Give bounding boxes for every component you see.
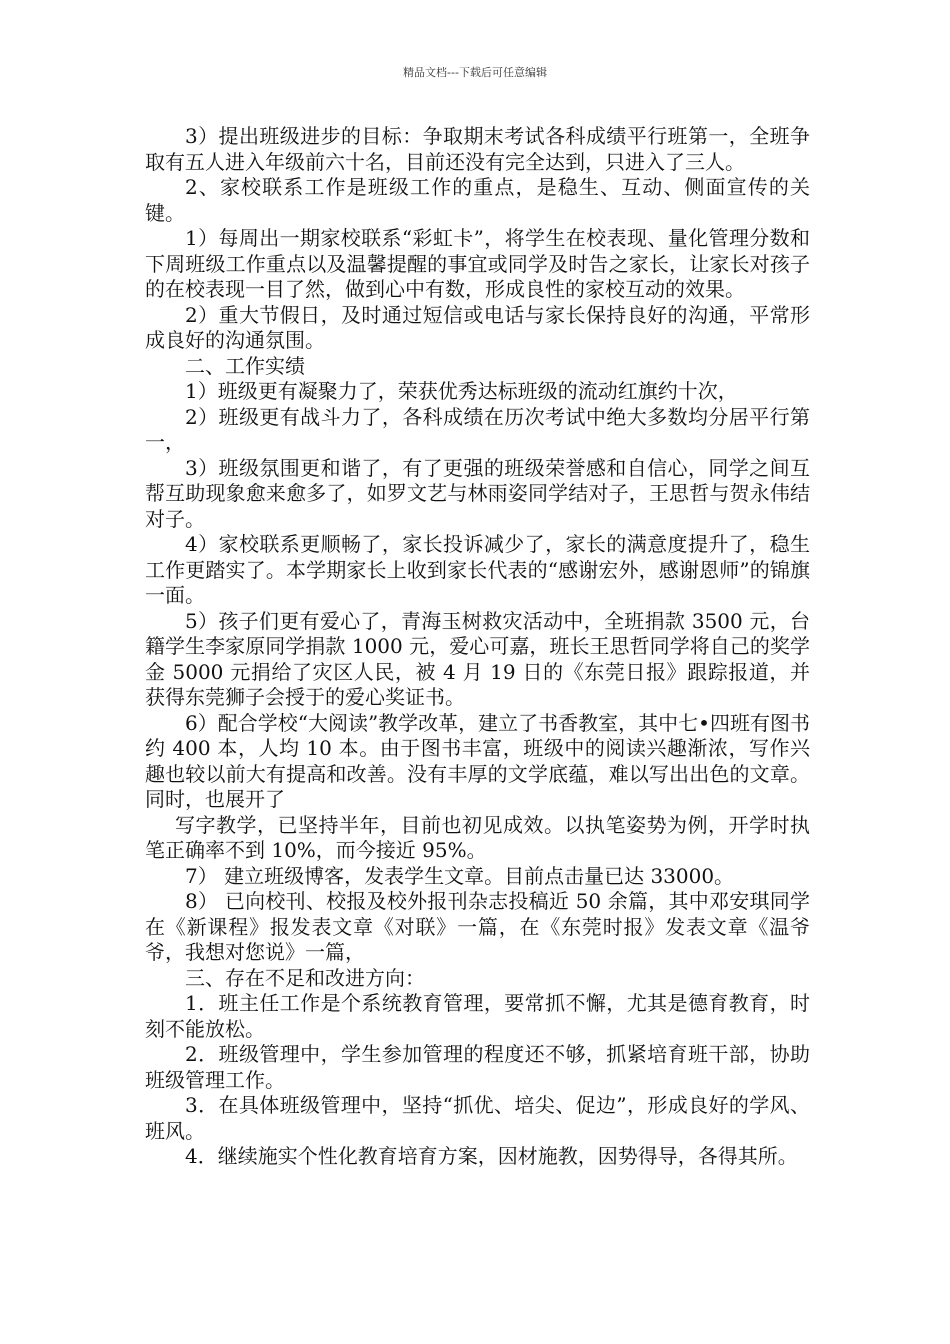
paragraph-submissions: 8） 已向校刊、校报及校外报刊杂志投稿近 50 余篇，其中邓安琪同学在《新课程》报发表文章《对联》一篇，在《东莞时报》发表文章《温爷爷，我想对您说》一篇，: [145, 889, 810, 964]
paragraph-goal: 3）提出班级进步的目标：争取期末考试各科成绩平行班第一，全班争取有五人进入年级前六十名，目前还没有完全达到，只进入了三人。: [145, 124, 810, 174]
document-body: [145, 124, 810, 1170]
paragraph-improvement-3: 3．在具体班级管理中，坚持“抓优、培尖、促边”，形成良好的学风、班风。: [145, 1093, 810, 1143]
paragraph-cohesion: 1）班级更有凝聚力了，荣获优秀达标班级的流动红旗约十次，: [185, 379, 738, 403]
paragraph-blog: 7） 建立班级博客，发表学生文章。目前点击量已达 33000。: [185, 863, 735, 888]
paragraph-parents: 4）家校联系更顺畅了，家长投诉减少了，家长的满意度提升了，稳生工作更踏实了。本学期家长上收到家长代表的“感谢宏外，感谢恩师”的锦旗一面。: [145, 532, 810, 607]
paragraph-home-school-contact: 2、家校联系工作是班级工作的重点，是稳生、互动、侧面宣传的关键。: [145, 175, 810, 225]
paragraph-performance: 2）班级更有战斗力了，各科成绩在历次考试中绝大多数均分居平行第一，: [145, 404, 810, 454]
paragraph-holiday-communication: 2）重大节假日，及时通过短信或电话与家长保持良好的沟通，平常形成良好的沟通氛围。: [145, 302, 810, 352]
section-heading-improvements: 三、存在不足和改进方向：: [185, 965, 425, 990]
section-heading-achievements: 二、工作实绩: [185, 353, 305, 378]
paragraph-improvement-4: 4．继续施实个性化教育培育方案，因材施教，因势得导，各得其所。: [185, 1144, 798, 1168]
paragraph-calligraphy: 写字教学，已坚持半年，目前也初见成效。以执笔姿势为例，开学时执笔正确率不到 10%，而今接近 95%。: [145, 812, 810, 862]
paragraph-reading: 6）配合学校“大阅读”教学改革，建立了书香教室，其中七•四班有图书约 400 本，人均 10 本。由于图书丰富，班级中的阅读兴趣渐浓，写作兴趣也较以前大有提高和改善。没有丰厚的文学底蕴，难以写出出色的文章。同时，也展开了: [145, 710, 810, 811]
paragraph-donation: 5）孩子们更有爱心了，青海玉树救灾活动中，全班捐款 3500 元，台籍学生李家原同学捐款 1000 元，爱心可嘉，班长王思哲同学将自己的奖学金 5000 元捐给了灾区人民，被 4 月 19 日的《东莞日报》跟踪报道，并获得东莞狮子会授于的爱心奖证书。: [145, 608, 810, 709]
paragraph-atmosphere: 3）班级氛围更和谐了，有了更强的班级荣誉感和自信心，同学之间互帮互助现象愈来愈多了，如罗文艺与林雨姿同学结对子，王思哲与贺永伟结对子。: [145, 455, 810, 531]
paragraph-rainbow-card: 1）每周出一期家校联系“彩虹卡”，将学生在校表现、量化管理分数和下周班级工作重点以及温馨提醒的事宜或同学及时告之家长，让家长对孩子的在校表现一目了然，做到心中有数，形成良性的家校互动的效果。: [145, 226, 810, 301]
page-header: 精品文档---下载后可任意编辑: [403, 66, 547, 79]
paragraph-improvement-1: 1．班主任工作是个系统教育管理，要常抓不懈，尤其是德育教育，时刻不能放松。: [145, 991, 810, 1041]
paragraph-improvement-2: 2．班级管理中，学生参加管理的程度还不够，抓紧培育班干部，协助班级管理工作。: [145, 1042, 810, 1092]
